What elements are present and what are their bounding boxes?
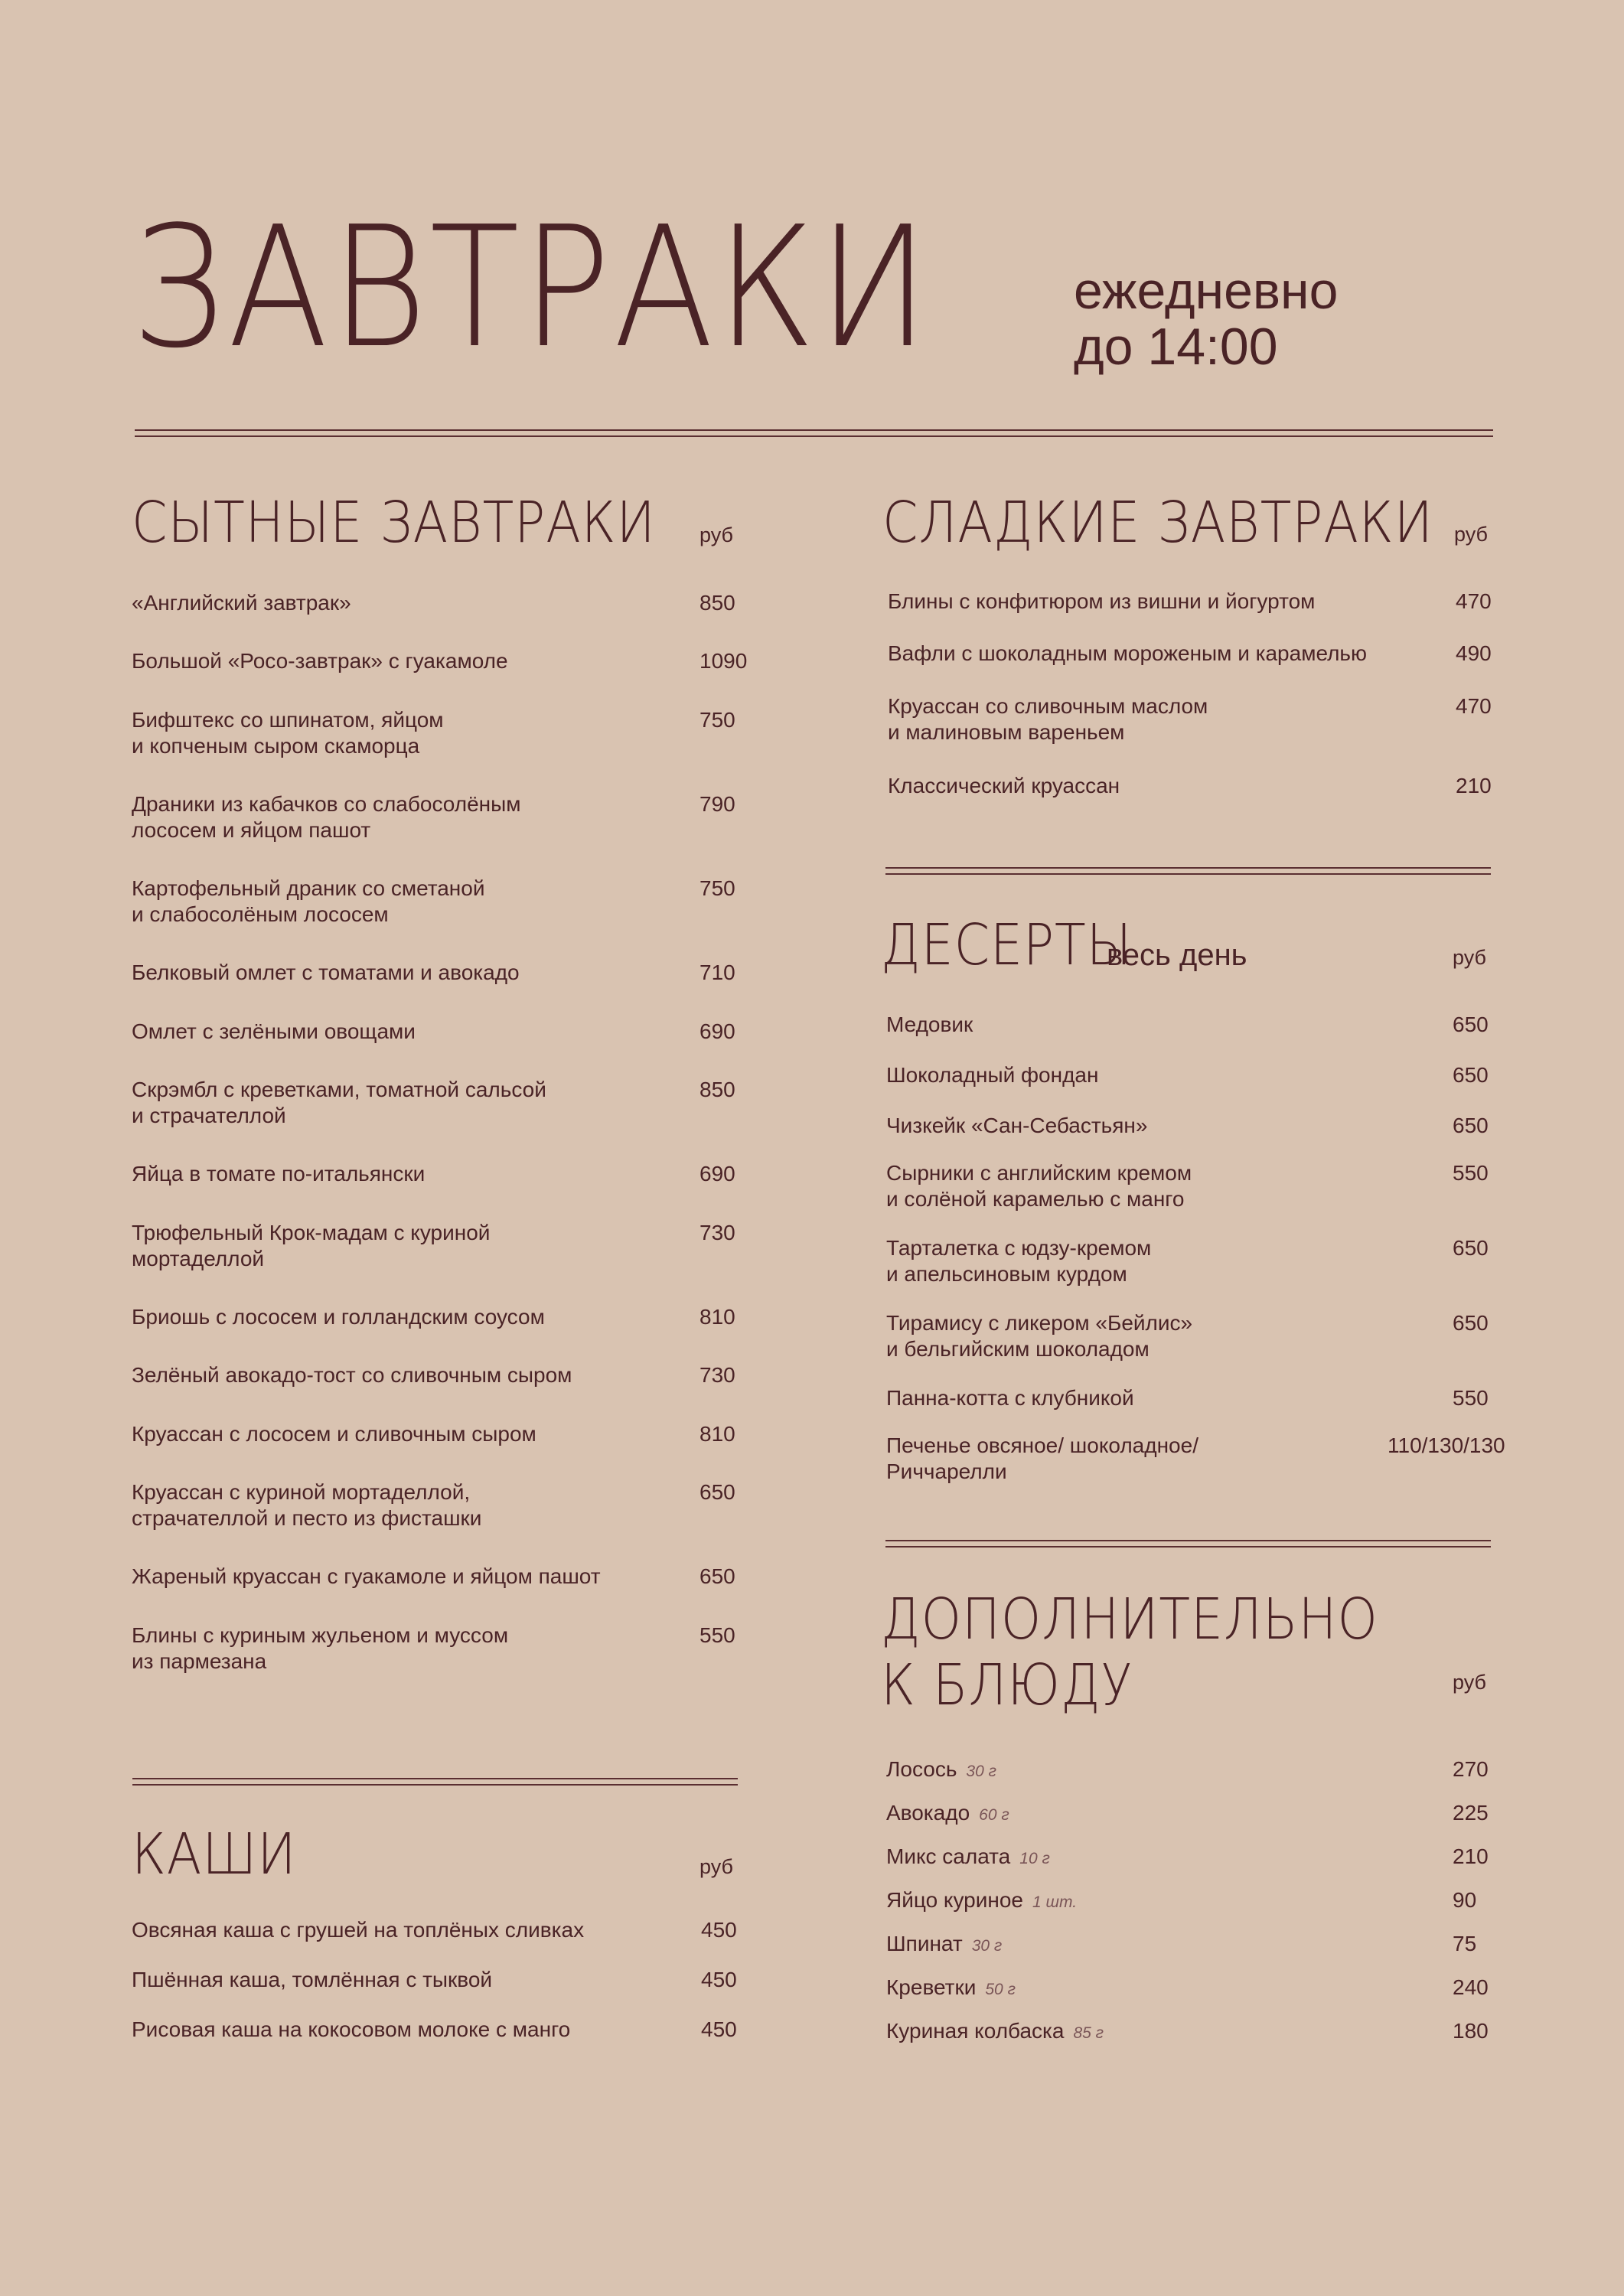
extra-item-price: 225 bbox=[1453, 1801, 1489, 1825]
menu-item-price: 730 bbox=[699, 1363, 735, 1387]
hours-line-2: до 14:00 bbox=[1074, 318, 1278, 377]
menu-item-name-line: страчателлой и песто из фисташки bbox=[132, 1506, 482, 1530]
menu-item-name bbox=[132, 1077, 546, 1129]
extra-item-name bbox=[886, 1975, 1016, 2003]
menu-item-name-line: и малиновым вареньем bbox=[888, 720, 1125, 744]
menu-item-name-line: Сырники с английским кремом bbox=[886, 1161, 1192, 1185]
menu-item-name-line: Круассан с лососем и сливочным сыром bbox=[132, 1422, 536, 1446]
menu-item-name-line: Овсяная каша с грушей на топлёных сливках bbox=[132, 1918, 585, 1942]
menu-item-name-line: и страчателлой bbox=[132, 1104, 286, 1127]
extra-item-title: Креветки bbox=[886, 1975, 977, 1999]
menu-item-name bbox=[132, 648, 508, 674]
menu-item-price: 850 bbox=[699, 1078, 735, 1101]
menu-item-price: 790 bbox=[699, 792, 735, 816]
menu-item-name-line: и копченым сыром скаморца bbox=[132, 734, 420, 758]
extra-item-price: 90 bbox=[1453, 1888, 1477, 1912]
menu-item-name-line: Рисовая каша на кокосовом молоке с манго bbox=[132, 2017, 571, 2041]
menu-item-name-line: Большой «Росо-завтрак» с гуакамоле bbox=[132, 649, 508, 673]
menu-item-name bbox=[132, 1917, 584, 1943]
menu-item-price: 650 bbox=[1453, 1013, 1489, 1036]
extras-section-title-line-2: К БЛЮДУ bbox=[881, 1652, 1133, 1718]
menu-item-price: 730 bbox=[699, 1221, 735, 1244]
menu-item-name bbox=[886, 1113, 1147, 1139]
menu-item-name-line: Чизкейк «Сан-Себастьян» bbox=[886, 1114, 1148, 1137]
menu-item-name-line: Пшённая каша, томлённая с тыквой bbox=[132, 1968, 493, 1991]
menu-item-name-line: Медовик bbox=[886, 1013, 973, 1036]
menu-item-name bbox=[132, 1967, 492, 1993]
desserts-currency-label: руб bbox=[1453, 946, 1486, 969]
menu-item-name-line: Тирамису с ликером «Бейлис» bbox=[886, 1311, 1193, 1335]
menu-item-name bbox=[888, 693, 1208, 745]
menu-item-name bbox=[132, 590, 351, 616]
menu-item-name-line: Бриошь с лососем и голландским соусом bbox=[132, 1305, 545, 1329]
extra-item-weight: 1 шт. bbox=[1032, 1893, 1078, 1911]
menu-item-name bbox=[132, 1304, 545, 1330]
menu-item-price: 650 bbox=[1453, 1063, 1489, 1087]
extra-item-weight: 60 г bbox=[979, 1806, 1009, 1824]
menu-item-name-line: Картофельный драник со сметаной bbox=[132, 876, 485, 900]
extra-item-title: Микс салата bbox=[886, 1844, 1011, 1868]
extra-item-price: 240 bbox=[1453, 1975, 1489, 1999]
menu-item-name bbox=[132, 791, 521, 843]
menu-item-name bbox=[132, 1623, 508, 1675]
menu-item-name-line: Омлет с зелёными овощами bbox=[132, 1019, 416, 1043]
menu-item-price: 650 bbox=[1453, 1311, 1489, 1335]
menu-item-name bbox=[132, 960, 520, 986]
porridge-section-title: КАШИ bbox=[132, 1821, 297, 1887]
menu-item-name bbox=[132, 876, 484, 928]
extra-item-price: 270 bbox=[1453, 1757, 1489, 1781]
menu-item-name-line: Бифштекс со шпинатом, яйцом bbox=[132, 708, 444, 732]
menu-item-name-line: «Английский завтрак» bbox=[132, 591, 351, 615]
menu-item-price: 750 bbox=[699, 708, 735, 732]
menu-item-name-line: и солёной карамелью с манго bbox=[886, 1187, 1185, 1211]
menu-item-name-line: Блины с куриным жульеном и муссом bbox=[132, 1623, 509, 1647]
extra-item-weight: 30 г bbox=[966, 1763, 996, 1780]
menu-item-price: 550 bbox=[1453, 1161, 1489, 1185]
menu-item-price: 690 bbox=[699, 1162, 735, 1186]
menu-item-name bbox=[888, 641, 1367, 667]
menu-item-name bbox=[886, 1160, 1192, 1212]
menu-item-name-line: Риччарелли bbox=[886, 1459, 1007, 1483]
extra-item-title: Яйцо куриное bbox=[886, 1888, 1024, 1912]
menu-item-name bbox=[132, 2017, 570, 2043]
menu-item-name-line: Трюфельный Крок-мадам с куриной bbox=[132, 1221, 491, 1244]
extras-divider bbox=[885, 1540, 1491, 1548]
menu-item-price: 550 bbox=[1453, 1386, 1489, 1410]
menu-item-name-line: Зелёный авокадо-тост со сливочным сыром bbox=[132, 1363, 572, 1387]
menu-item-name-line: мортаделлой bbox=[132, 1247, 265, 1270]
extra-item-name bbox=[886, 1887, 1077, 1916]
menu-item-price: 650 bbox=[699, 1564, 735, 1588]
menu-item-name-line: Скрэмбл с креветками, томатной сальсой bbox=[132, 1078, 546, 1101]
menu-item-name-line: Драники из кабачков со слабосолёным bbox=[132, 792, 521, 816]
desserts-section-title: ДЕСЕРТЫ bbox=[881, 912, 1133, 978]
menu-item-price: 490 bbox=[1456, 641, 1492, 665]
extra-item-name bbox=[886, 1931, 1002, 1959]
menu-item-name bbox=[886, 1235, 1151, 1287]
extra-item-title: Лосось bbox=[886, 1757, 957, 1781]
header-divider bbox=[135, 429, 1493, 437]
menu-item-price: 810 bbox=[699, 1422, 735, 1446]
menu-item-price: 470 bbox=[1456, 694, 1492, 718]
extra-item-price: 75 bbox=[1453, 1932, 1477, 1955]
menu-item-name bbox=[886, 1062, 1098, 1088]
extra-item-price: 210 bbox=[1453, 1844, 1489, 1868]
menu-item-name-line: Жареный круассан с гуакамоле и яйцом пашот bbox=[132, 1564, 601, 1588]
desserts-divider bbox=[885, 867, 1491, 875]
menu-item-price: 450 bbox=[701, 1918, 737, 1942]
sweet-section-title: СЛАДКИЕ ЗАВТРАКИ bbox=[882, 490, 1433, 556]
menu-item-price: 650 bbox=[1453, 1114, 1489, 1137]
menu-item-name-line: и бельгийским шоколадом bbox=[886, 1337, 1150, 1361]
menu-item-price: 470 bbox=[1456, 589, 1492, 613]
menu-item-name bbox=[886, 1310, 1192, 1362]
porridge-divider bbox=[132, 1778, 738, 1786]
hearty-currency-label: руб bbox=[699, 523, 733, 546]
menu-item-price: 810 bbox=[699, 1305, 735, 1329]
menu-item-name bbox=[132, 1220, 490, 1272]
menu-item-name bbox=[132, 707, 444, 759]
menu-item-name bbox=[132, 1421, 536, 1447]
extra-item-weight: 30 г bbox=[971, 1937, 1003, 1955]
menu-item-name-line: Печенье овсяное/ шоколадное/ bbox=[886, 1433, 1198, 1457]
hearty-section-title: СЫТНЫЕ ЗАВТРАКИ bbox=[132, 490, 656, 556]
menu-item-price: 550 bbox=[699, 1623, 735, 1647]
menu-item-name bbox=[132, 1479, 481, 1531]
menu-item-price: 650 bbox=[699, 1480, 735, 1504]
extra-item-name bbox=[886, 1756, 996, 1785]
menu-item-name-line: лососем и яйцом пашот bbox=[132, 818, 371, 842]
menu-item-price: 690 bbox=[699, 1019, 735, 1043]
menu-item-price: 710 bbox=[699, 960, 735, 984]
menu-item-name-line: Яйца в томате по-итальянски bbox=[132, 1162, 426, 1186]
menu-item-price: 1090 bbox=[699, 649, 748, 673]
extra-item-weight: 85 г bbox=[1073, 2024, 1104, 2042]
extra-item-name bbox=[886, 2018, 1104, 2047]
hours-line-1: ежедневно bbox=[1074, 262, 1339, 320]
extra-item-title: Авокадо bbox=[886, 1801, 970, 1825]
hours-note bbox=[1074, 263, 1338, 376]
extra-item-weight: 10 г bbox=[1019, 1850, 1050, 1867]
menu-item-name bbox=[886, 1385, 1134, 1411]
menu-item-name bbox=[132, 1019, 416, 1045]
menu-item-name bbox=[132, 1161, 425, 1187]
menu-item-name bbox=[888, 773, 1120, 799]
menu-item-name bbox=[132, 1362, 572, 1388]
extra-item-weight: 50 г bbox=[985, 1981, 1016, 1998]
menu-item-name bbox=[888, 589, 1315, 615]
porridge-currency-label: руб bbox=[699, 1855, 733, 1878]
menu-item-price: 210 bbox=[1456, 774, 1492, 797]
menu-item-price: 850 bbox=[699, 591, 735, 615]
extras-currency-label: руб bbox=[1453, 1671, 1486, 1694]
menu-item-name bbox=[132, 1564, 601, 1590]
extra-item-price: 180 bbox=[1453, 2019, 1489, 2043]
desserts-all-day-note: весь день bbox=[1107, 938, 1247, 972]
menu-item-price: 450 bbox=[701, 2017, 737, 2041]
menu-item-name-line: и апельсиновым курдом bbox=[886, 1262, 1127, 1286]
menu-item-name-line: Шоколадный фондан bbox=[886, 1063, 1099, 1087]
menu-item-name-line: Классический круассан bbox=[888, 774, 1120, 797]
extra-item-title: Шпинат bbox=[886, 1932, 963, 1955]
menu-item-name-line: из пармезана bbox=[132, 1649, 267, 1673]
sweet-currency-label: руб bbox=[1454, 523, 1488, 546]
extra-item-name bbox=[886, 1844, 1050, 1872]
menu-item-price: 750 bbox=[699, 876, 735, 900]
menu-item-name-line: Белковый омлет с томатами и авокадо bbox=[132, 960, 520, 984]
menu-item-price: 650 bbox=[1453, 1236, 1489, 1260]
menu-item-name bbox=[886, 1433, 1198, 1485]
menu-item-name-line: и слабосолёным лососем bbox=[132, 902, 389, 926]
menu-item-name-line: Тарталетка с юдзу-кремом bbox=[886, 1236, 1152, 1260]
menu-item-price: 110/130/130 bbox=[1388, 1433, 1505, 1457]
menu-item-name-line: Круассан с куриной мортаделлой, bbox=[132, 1480, 471, 1504]
extra-item-name bbox=[886, 1800, 1009, 1828]
page-title: ЗАВТРАКИ bbox=[132, 191, 932, 385]
extras-section-title-line-1: ДОПОЛНИТЕЛЬНО bbox=[881, 1587, 1378, 1652]
menu-item-name-line: Панна-котта с клубникой bbox=[886, 1386, 1134, 1410]
extra-item-title: Куриная колбаска bbox=[886, 2019, 1065, 2043]
menu-item-price: 450 bbox=[701, 1968, 737, 1991]
menu-item-name bbox=[886, 1012, 973, 1038]
menu-item-name-line: Вафли с шоколадным мороженым и карамелью bbox=[888, 641, 1368, 665]
menu-item-name-line: Блины с конфитюром из вишни и йогуртом bbox=[888, 589, 1316, 613]
menu-item-name-line: Круассан со сливочным маслом bbox=[888, 694, 1208, 718]
